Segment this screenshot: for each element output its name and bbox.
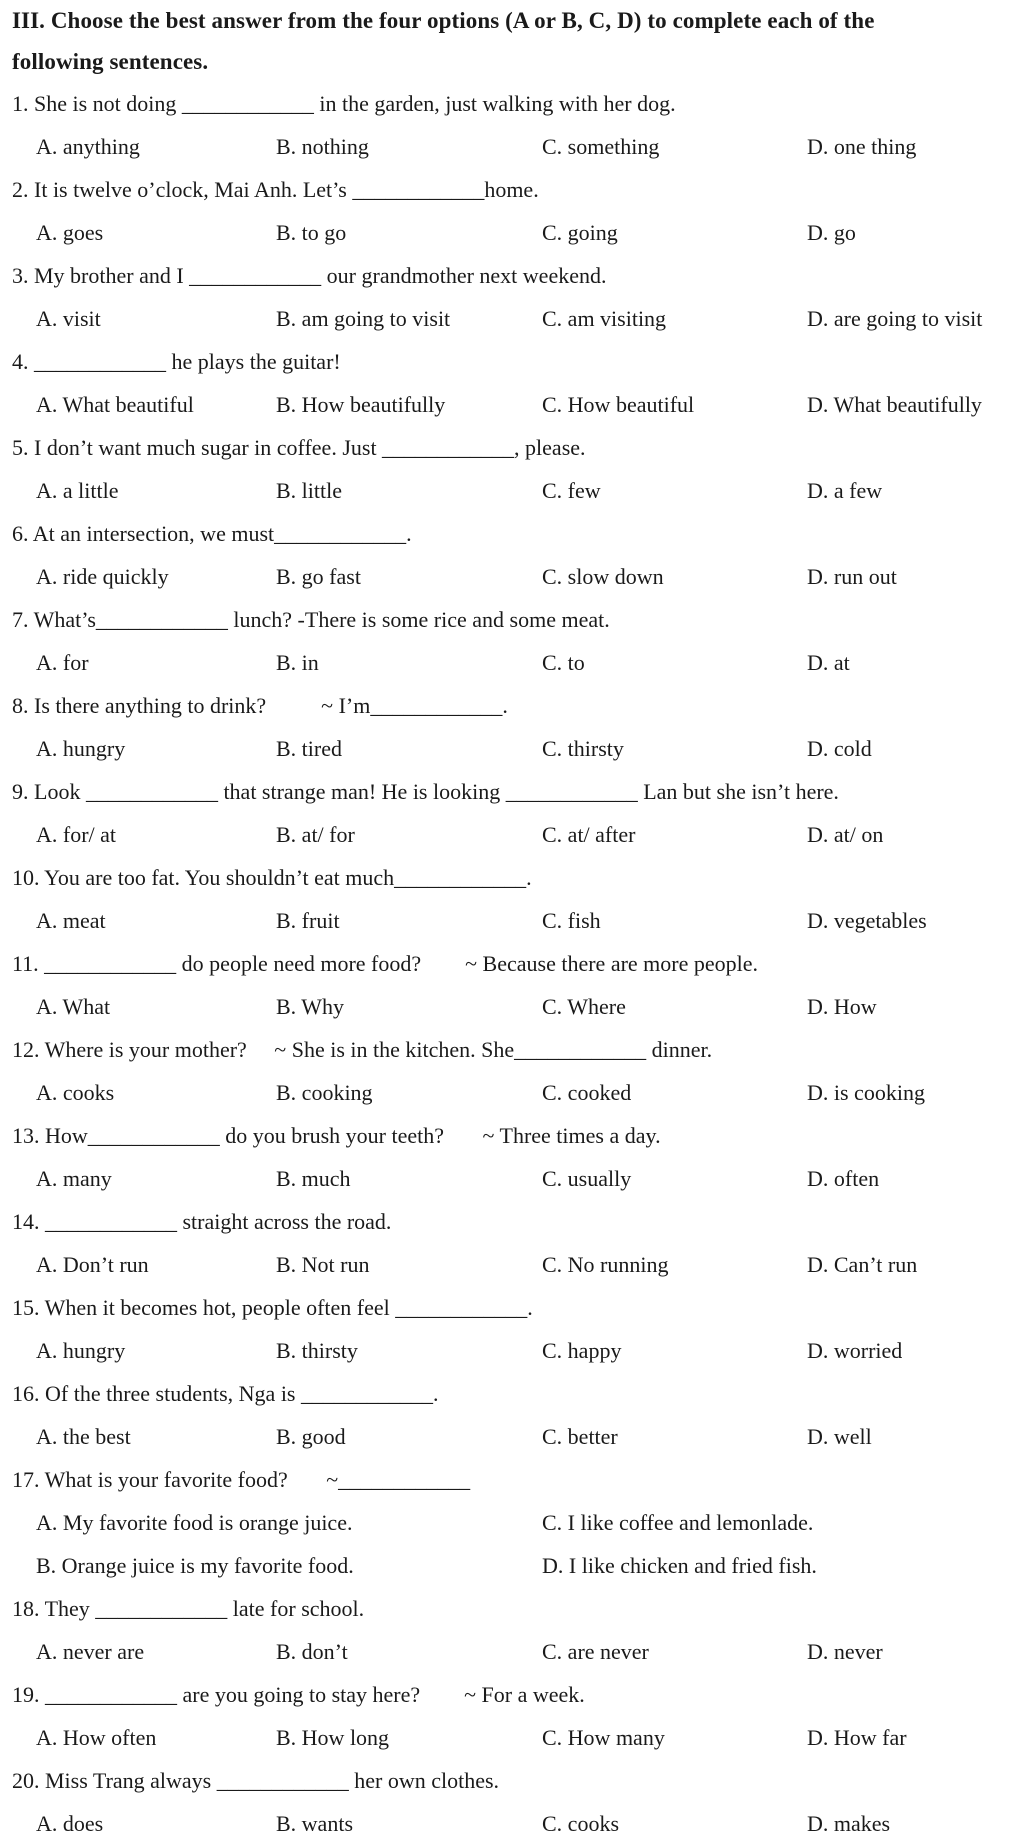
question-9-option-a[interactable]: A. for/ at — [36, 822, 117, 847]
question-list — [12, 82, 1012, 1845]
question-5-option-d[interactable]: D. a few — [807, 478, 883, 503]
question-3-text: 3. My brother and I ____________ our grandmother next weekend. — [12, 263, 607, 288]
question-16-option-b[interactable]: B. good — [276, 1424, 346, 1449]
question-7-options — [12, 641, 1012, 684]
question-11-option-a[interactable]: A. What — [36, 994, 111, 1019]
section-heading — [12, 0, 1012, 82]
question-1 — [12, 82, 1012, 168]
question-1-option-c[interactable]: C. something — [542, 134, 660, 159]
question-19-option-a[interactable]: A. How often — [36, 1725, 157, 1750]
question-1-text: 1. She is not doing ____________ in the garden, just walking with her dog. — [12, 91, 676, 116]
question-10-text: 10. You are too fat. You shouldn’t eat much____________. — [12, 865, 532, 890]
question-12-option-d[interactable]: D. is cooking — [807, 1080, 925, 1105]
question-18-option-b[interactable]: B. don’t — [276, 1639, 348, 1664]
question-10-options — [12, 899, 1012, 942]
question-10-stem — [12, 856, 1012, 899]
question-3-option-a[interactable]: A. visit — [36, 306, 101, 331]
question-20-option-b[interactable]: B. wants — [276, 1811, 353, 1836]
question-5-option-c[interactable]: C. few — [542, 478, 601, 503]
question-6 — [12, 512, 1012, 598]
question-17-options-row-2 — [12, 1544, 1012, 1587]
question-1-options — [12, 125, 1012, 168]
question-7 — [12, 598, 1012, 684]
question-9-text: 9. Look ____________ that strange man! He is looking ____________ Lan but she isn’t here. — [12, 779, 839, 804]
question-14-option-d[interactable]: D. Can’t run — [807, 1252, 918, 1277]
question-4-option-d[interactable]: D. What beautifully — [807, 392, 982, 417]
question-14-option-b[interactable]: B. Not run — [276, 1252, 370, 1277]
question-13-option-b[interactable]: B. much — [276, 1166, 351, 1191]
question-3-option-b[interactable]: B. am going to visit — [276, 306, 451, 331]
question-11-text: 11. ____________ do people need more food? ~ Because there are more people. — [12, 951, 759, 976]
question-12-option-c[interactable]: C. cooked — [542, 1080, 632, 1105]
question-12-text: 12. Where is your mother? ~ She is in the kitchen. She____________ dinner. — [12, 1037, 713, 1062]
question-20-option-a[interactable]: A. does — [36, 1811, 104, 1836]
question-2-stem — [12, 168, 1012, 211]
question-15-text: 15. When it becomes hot, people often feel ____________. — [12, 1295, 533, 1320]
question-2-text: 2. It is twelve o’clock, Mai Anh. Let’s ____________home. — [12, 177, 539, 202]
question-3-option-c[interactable]: C. am visiting — [542, 306, 667, 331]
question-10-option-d[interactable]: D. vegetables — [807, 908, 927, 933]
question-15-option-b[interactable]: B. thirsty — [276, 1338, 358, 1363]
question-16-text: 16. Of the three students, Nga is ____________. — [12, 1381, 439, 1406]
question-9-option-c[interactable]: C. at/ after — [542, 822, 636, 847]
question-8-option-d[interactable]: D. cold — [807, 736, 872, 761]
question-13-stem — [12, 1114, 1012, 1157]
question-4-option-c[interactable]: C. How beautiful — [542, 392, 695, 417]
question-17-option-a[interactable]: A. My favorite food is orange juice. — [36, 1510, 353, 1535]
question-20-stem — [12, 1759, 1012, 1802]
question-19-option-c[interactable]: C. How many — [542, 1725, 665, 1750]
question-7-option-c[interactable]: C. to — [542, 650, 585, 675]
question-17 — [12, 1458, 1012, 1587]
question-8-option-a[interactable]: A. hungry — [36, 736, 126, 761]
question-12-options — [12, 1071, 1012, 1114]
question-18-option-c[interactable]: C. are never — [542, 1639, 649, 1664]
question-11-option-d[interactable]: D. How — [807, 994, 877, 1019]
question-20-text: 20. Miss Trang always ____________ her own clothes. — [12, 1768, 500, 1793]
question-14-options — [12, 1243, 1012, 1286]
question-2-option-b[interactable]: B. to go — [276, 220, 347, 245]
question-18-stem — [12, 1587, 1012, 1630]
question-7-stem — [12, 598, 1012, 641]
question-16-option-c[interactable]: C. better — [542, 1424, 618, 1449]
question-6-option-b[interactable]: B. go fast — [276, 564, 361, 589]
question-9 — [12, 770, 1012, 856]
question-16 — [12, 1372, 1012, 1458]
question-6-text: 6. At an intersection, we must____________. — [12, 521, 412, 546]
question-15-options — [12, 1329, 1012, 1372]
question-5-options — [12, 469, 1012, 512]
question-6-stem — [12, 512, 1012, 555]
question-4-options — [12, 383, 1012, 426]
question-9-option-b[interactable]: B. at/ for — [276, 822, 355, 847]
question-15 — [12, 1286, 1012, 1372]
question-7-option-a[interactable]: A. for — [36, 650, 89, 675]
question-14-option-c[interactable]: C. No running — [542, 1252, 669, 1277]
question-8-option-b[interactable]: B. tired — [276, 736, 342, 761]
question-16-stem — [12, 1372, 1012, 1415]
question-13-option-a[interactable]: A. many — [36, 1166, 112, 1191]
question-12 — [12, 1028, 1012, 1114]
question-19-option-d[interactable]: D. How far — [807, 1725, 907, 1750]
question-15-option-c[interactable]: C. happy — [542, 1338, 622, 1363]
question-1-stem — [12, 82, 1012, 125]
question-2 — [12, 168, 1012, 254]
question-8 — [12, 684, 1012, 770]
question-14-stem — [12, 1200, 1012, 1243]
question-2-option-a[interactable]: A. goes — [36, 220, 104, 245]
question-18-option-a[interactable]: A. never are — [36, 1639, 145, 1664]
question-2-options — [12, 211, 1012, 254]
question-16-option-d[interactable]: D. well — [807, 1424, 872, 1449]
question-9-option-d[interactable]: D. at/ on — [807, 822, 884, 847]
question-6-option-a[interactable]: A. ride quickly — [36, 564, 169, 589]
question-13-options — [12, 1157, 1012, 1200]
question-5 — [12, 426, 1012, 512]
question-17-option-d[interactable]: D. I like chicken and fried fish. — [542, 1553, 817, 1578]
question-8-stem — [12, 684, 1012, 727]
question-19-text: 19. ____________ are you going to stay here? ~ For a week. — [12, 1682, 585, 1707]
question-18-options — [12, 1630, 1012, 1673]
question-8-text: 8. Is there anything to drink? ~ I’m____________. — [12, 693, 508, 718]
question-6-option-c[interactable]: C. slow down — [542, 564, 664, 589]
question-11 — [12, 942, 1012, 1028]
question-5-option-a[interactable]: A. a little — [36, 478, 119, 503]
question-20-option-c[interactable]: C. cooks — [542, 1811, 619, 1836]
question-2-option-c[interactable]: C. going — [542, 220, 618, 245]
question-5-text: 5. I don’t want much sugar in coffee. Just ____________, please. — [12, 435, 586, 460]
question-4-option-b[interactable]: B. How beautifully — [276, 392, 446, 417]
question-5-stem — [12, 426, 1012, 469]
question-19 — [12, 1673, 1012, 1759]
question-20-options — [12, 1802, 1012, 1845]
question-13 — [12, 1114, 1012, 1200]
question-1-option-b[interactable]: B. nothing — [276, 134, 369, 159]
question-4-text: 4. ____________ he plays the guitar! — [12, 349, 341, 374]
question-9-stem — [12, 770, 1012, 813]
question-14-option-a[interactable]: A. Don’t run — [36, 1252, 149, 1277]
question-8-option-c[interactable]: C. thirsty — [542, 736, 624, 761]
section-heading-line-2: following sentences. — [12, 49, 209, 74]
question-10-option-b[interactable]: B. fruit — [276, 908, 340, 933]
question-6-option-d[interactable]: D. run out — [807, 564, 897, 589]
question-12-option-a[interactable]: A. cooks — [36, 1080, 115, 1105]
question-18-text: 18. They ____________ late for school. — [12, 1596, 365, 1621]
question-11-option-c[interactable]: C. Where — [542, 994, 626, 1019]
question-14-text: 14. ____________ straight across the road. — [12, 1209, 392, 1234]
question-15-option-a[interactable]: A. hungry — [36, 1338, 126, 1363]
question-5-option-b[interactable]: B. little — [276, 478, 342, 503]
question-6-options — [12, 555, 1012, 598]
question-3-stem — [12, 254, 1012, 297]
question-7-option-d[interactable]: D. at — [807, 650, 850, 675]
question-9-options — [12, 813, 1012, 856]
question-13-option-d[interactable]: D. often — [807, 1166, 880, 1191]
question-10 — [12, 856, 1012, 942]
question-14 — [12, 1200, 1012, 1286]
question-10-option-c[interactable]: C. fish — [542, 908, 601, 933]
question-17-options — [12, 1501, 1012, 1544]
question-17-stem — [12, 1458, 1012, 1501]
question-1-option-d[interactable]: D. one thing — [807, 134, 917, 159]
question-7-option-b[interactable]: B. in — [276, 650, 319, 675]
question-12-option-b[interactable]: B. cooking — [276, 1080, 373, 1105]
question-3 — [12, 254, 1012, 340]
question-17-text: 17. What is your favorite food? ~____________ — [12, 1467, 471, 1492]
question-3-options — [12, 297, 1012, 340]
question-1-option-a[interactable]: A. anything — [36, 134, 140, 159]
question-20-option-d[interactable]: D. makes — [807, 1811, 891, 1836]
section-heading-line-1: III. Choose the best answer from the four options (A or B, C, D) to complete each of the — [12, 8, 875, 33]
question-19-options — [12, 1716, 1012, 1759]
question-4-stem — [12, 340, 1012, 383]
question-3-option-d[interactable]: D. are going to visit — [807, 306, 983, 331]
question-16-options — [12, 1415, 1012, 1458]
question-20 — [12, 1759, 1012, 1845]
question-13-text: 13. How____________ do you brush your teeth? ~ Three times a day. — [12, 1123, 661, 1148]
question-4 — [12, 340, 1012, 426]
question-13-option-c[interactable]: C. usually — [542, 1166, 632, 1191]
question-18 — [12, 1587, 1012, 1673]
question-19-stem — [12, 1673, 1012, 1716]
question-18-option-d[interactable]: D. never — [807, 1639, 883, 1664]
question-11-option-b[interactable]: B. Why — [276, 994, 345, 1019]
question-15-stem — [12, 1286, 1012, 1329]
question-17-option-c[interactable]: C. I like coffee and lemonlade. — [542, 1510, 814, 1535]
question-15-option-d[interactable]: D. worried — [807, 1338, 903, 1363]
question-4-option-a[interactable]: A. What beautiful — [36, 392, 194, 417]
question-12-stem — [12, 1028, 1012, 1071]
question-11-stem — [12, 942, 1012, 985]
question-2-option-d[interactable]: D. go — [807, 220, 856, 245]
question-8-options — [12, 727, 1012, 770]
question-10-option-a[interactable]: A. meat — [36, 908, 106, 933]
question-16-option-a[interactable]: A. the best — [36, 1424, 131, 1449]
question-11-options — [12, 985, 1012, 1028]
question-19-option-b[interactable]: B. How long — [276, 1725, 390, 1750]
question-17-option-b[interactable]: B. Orange juice is my favorite food. — [36, 1553, 354, 1578]
question-7-text: 7. What’s____________ lunch? -There is some rice and some meat. — [12, 607, 610, 632]
